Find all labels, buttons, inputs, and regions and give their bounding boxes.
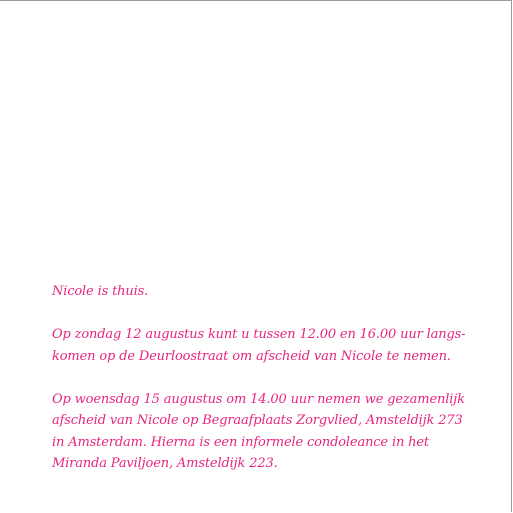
text-line: Nicole is thuis. bbox=[52, 284, 149, 299]
announcement-text bbox=[52, 281, 482, 475]
paragraph-intro bbox=[52, 281, 482, 303]
text-line: Op zondag 12 augustus kunt u tussen 12.00 en 16.00 uur langs- bbox=[52, 327, 466, 342]
paragraph-farewell bbox=[52, 389, 482, 475]
text-line: Miranda Paviljoen, Amsteldijk 223. bbox=[52, 456, 278, 471]
text-line: in Amsterdam. Hierna is een informele condoleance in het bbox=[52, 434, 430, 450]
paragraph-gap bbox=[52, 303, 482, 325]
paragraph-visit bbox=[52, 324, 482, 367]
text-line: Op woensdag 15 augustus om 14.00 uur nemen we gezamenlijk bbox=[52, 391, 465, 407]
paragraph-gap bbox=[52, 367, 482, 389]
text-line: komen op de Deurloostraat om afscheid van Nicole te nemen. bbox=[52, 348, 451, 364]
text-line: afscheid van Nicole op Begraafplaats Zorgvlied, Amsteldijk 273 bbox=[52, 413, 463, 428]
